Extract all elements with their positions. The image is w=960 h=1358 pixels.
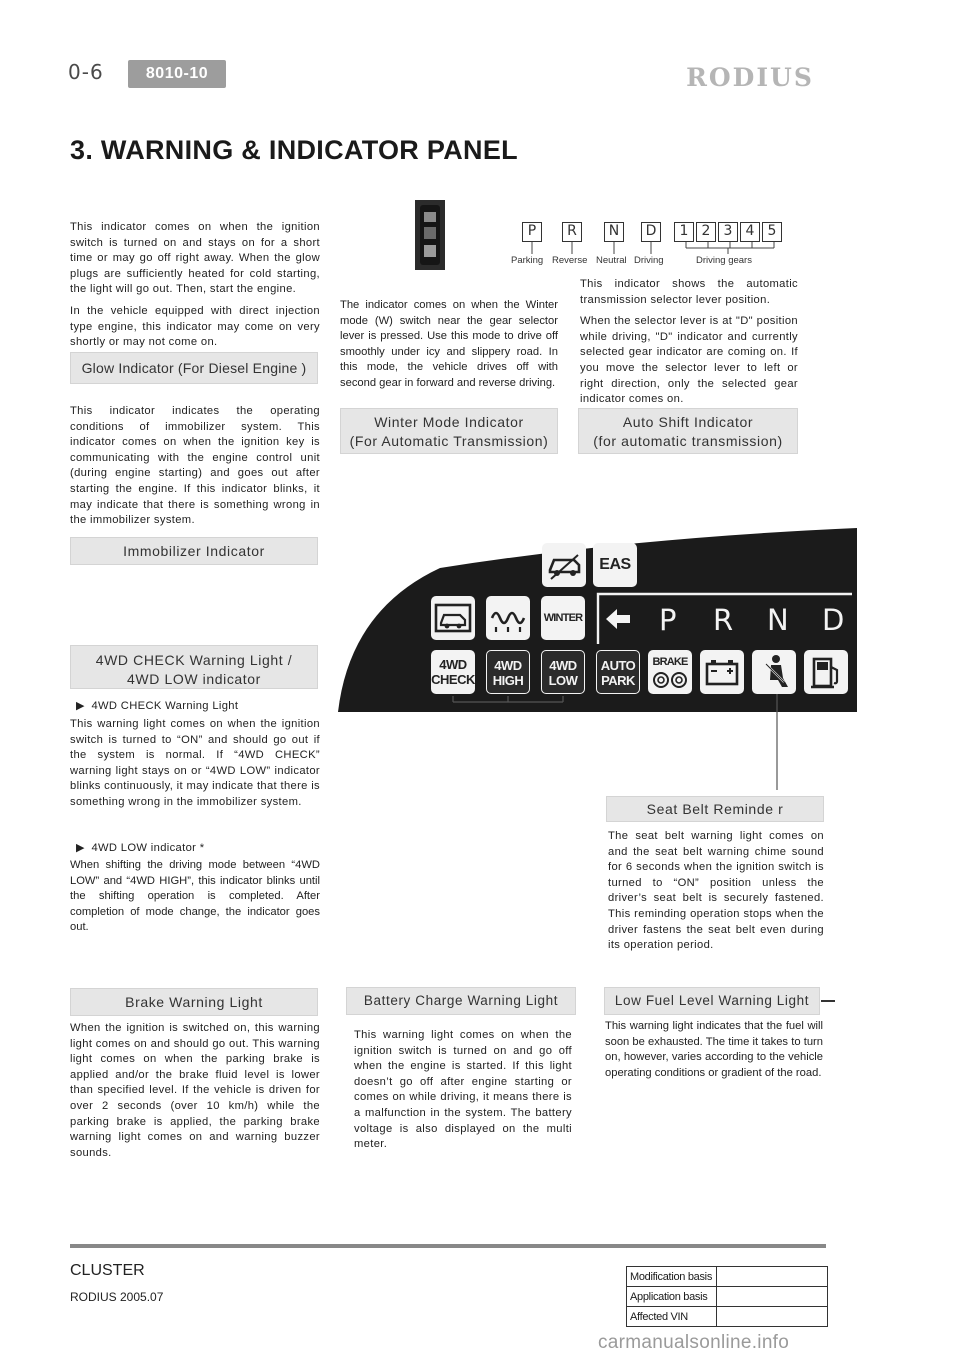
- 4wd-check-line-1: 4WD: [439, 657, 467, 672]
- fuel-pump-icon: [804, 650, 848, 694]
- seat-belt-icon: [752, 650, 796, 694]
- brake-panel-label: BRAKE: [652, 656, 688, 668]
- play-arrow-icon: ▶: [76, 700, 85, 712]
- 4wd-low-text: When shifting the driving mode between “4WD LOW” and “4WD HIGH”, this indicator blinks until the shifting operation is completed. After completion of mode change, the indicator goes out.: [70, 859, 320, 934]
- 4wd-check-indicator: [431, 650, 475, 694]
- 4wd-check-title: 4WD CHECK Warning Light: [91, 700, 239, 712]
- gear-4-box: 4: [740, 222, 760, 242]
- gear-3-box: 3: [718, 222, 738, 242]
- watermark: carmanualsonline.info: [598, 1332, 790, 1353]
- 4wd-low-heading: [76, 841, 204, 854]
- empty-cell: [717, 1287, 828, 1307]
- 4wd-check-heading: [76, 699, 238, 712]
- eas-indicator: [593, 543, 637, 587]
- rodius-logo: [670, 60, 830, 94]
- svg-text:RODIUS: RODIUS: [686, 63, 814, 92]
- auto-park-line-1: AUTO: [600, 658, 636, 673]
- 4wd-label: [70, 645, 318, 689]
- empty-cell: [717, 1307, 828, 1327]
- eas-vehicle-icon: [542, 543, 586, 587]
- auto-shift-label: [578, 408, 798, 454]
- winter-switch-image: [415, 200, 445, 270]
- fuel-text: This warning light indicates that the fuel will soon be exhausted. The time it takes to turn on, however, varies according to the vehicle operating conditions or gradient of the road.: [605, 1020, 823, 1079]
- table-row: [627, 1287, 828, 1307]
- glow-paragraph-1: This indicator comes on when the ignition switch is turned on and stays on for a short time or may go off right away. When the glow plugs are sufficiently heated for cold starting, the light will go out. Then, start the engine.: [70, 221, 320, 296]
- gear-p-box: P: [522, 222, 542, 242]
- auto-shift-paragraph-2: When the selector lever is at "D" position while driving, "D" indicator and currently selected gear indicator are coming on. If you move the selector lever to left or right direction, only the selected gear indicator comes on.: [580, 315, 798, 406]
- seat-belt-text: The seat belt warning light comes on and the seat belt warning chime sound for 6 seconds when the ignition switch is turned to “ON” position unless the driver’s seat belt is securely fastened. This reminding operation stops when the driver fastens the seat belt even during its operation period.: [608, 830, 824, 952]
- glow-paragraph-2: In the vehicle equipped with direct injection type engine, this indicator may come on very shortly or may not come on.: [70, 304, 320, 349]
- winter-mode-label: [340, 408, 558, 454]
- auto-park-indicator: [596, 650, 640, 694]
- affected-vin-cell: Affected VIN: [627, 1307, 717, 1327]
- caption-parking: Parking: [511, 255, 544, 266]
- empty-cell: [717, 1267, 828, 1287]
- seat-belt-label: Seat Belt Reminde r: [606, 796, 824, 822]
- gear-d-box: D: [641, 222, 661, 242]
- caption-neutral: Neutral: [596, 255, 627, 266]
- footer-divider: [70, 1244, 826, 1248]
- page-number: 0-6: [68, 60, 104, 84]
- section-code-badge: 8010-10: [128, 60, 226, 88]
- gear-2-box: 2: [696, 222, 716, 242]
- 4wd-check-panel-label: [431, 657, 475, 687]
- modification-basis-cell: Modification basis: [627, 1267, 717, 1287]
- auto-shift-text: [580, 277, 798, 414]
- panel-leader-lines: [420, 690, 850, 800]
- 4wd-check-text: This warning light comes on when the ignition switch is turned to “ON” and should go out if the system is normal. If “4WD CHECK” warning light stays on or “4WD LOW” indicator blinks continuously, it may indicate that there is something wrong in the immobilizer system.: [70, 718, 320, 808]
- 4wd-low-title: 4WD LOW indicator *: [91, 842, 205, 854]
- auto-shift-paragraph-1: This indicator shows the automatic transmission selector lever position.: [580, 278, 798, 306]
- table-row: [627, 1267, 828, 1287]
- gear-indicator-strip: [500, 222, 800, 268]
- 4wd-label-line-2: 4WD LOW indicator: [127, 671, 261, 687]
- 4wd-high-line-2: HIGH: [492, 673, 524, 688]
- 4wd-high-indicator: [486, 650, 530, 694]
- 4wd-check-line-2: CHECK: [431, 672, 475, 687]
- prnd-n: N: [767, 603, 789, 637]
- brake-indicator: [648, 650, 692, 694]
- 4wd-label-line-1: 4WD CHECK Warning Light /: [95, 652, 293, 668]
- caption-driving: Driving: [634, 255, 664, 266]
- application-basis-cell: Application basis: [627, 1287, 717, 1307]
- fuel-label: Low Fuel Level Warning Light: [604, 987, 820, 1015]
- glow-indicator-label: Glow Indicator (For Diesel Engine ): [70, 352, 318, 384]
- 4wd-low-line-1: 4WD: [549, 658, 577, 673]
- brake-disc-icon: [650, 670, 690, 690]
- prnd-p: P: [659, 603, 677, 637]
- winter-indicator: [541, 596, 585, 640]
- 4wd-low-panel-label: [542, 658, 584, 688]
- table-row: [627, 1307, 828, 1327]
- immobilizer-text: This indicator indicates the operating conditions of immobilizer system. This indicator comes on when the ignition key is communicating with the engine control unit (during engine starting) and goes out after starting the engine. If this indicator blinks, it may indicate that there is something wrong in the immobilizer system.: [70, 405, 320, 527]
- gear-r-box: R: [562, 222, 582, 242]
- 4wd-high-panel-label: [487, 658, 529, 688]
- brake-label: Brake Warning Light: [70, 988, 318, 1016]
- eas-label: EAS: [599, 556, 631, 573]
- auto-park-line-2: PARK: [601, 673, 635, 688]
- caption-driving-gears: Driving gears: [696, 255, 752, 266]
- 4wd-low-line-2: LOW: [548, 673, 578, 688]
- brake-text: When the ignition is switched on, this warning light comes on and should go out. This warning light comes on when the parking brake is applied and/or the brake fluid level is lower than specified level. If the vehicle is driven for over 2 seconds (over 10 km/h) while the parking brake is applied, the parking brake warning light comes on and warning buzzer sounds.: [70, 1022, 320, 1159]
- auto-shift-label-line-1: Auto Shift Indicator: [622, 414, 754, 430]
- page-title: 3. WARNING & INDICATOR PANEL: [70, 135, 518, 165]
- winter-label-line-1: Winter Mode Indicator: [374, 414, 524, 430]
- footer-section: CLUSTER: [70, 1262, 145, 1279]
- battery-icon: [700, 650, 744, 694]
- prnd-r: R: [713, 603, 734, 637]
- gear-1-box: 1: [674, 222, 694, 242]
- 4wd-low-indicator: [541, 650, 585, 694]
- winter-label-line-2: (For Automatic Transmission): [349, 433, 549, 449]
- winter-mode-text: The indicator comes on when the Winter mode (W) switch near the gear selector lever is pressed. Use this mode to drive off smoothly under icy and slippery road. In this mode, the vehicle drives off with second gear in forward and reverse driving.: [340, 299, 558, 389]
- footer-document: RODIUS 2005.07: [70, 1290, 164, 1304]
- caption-reverse: Reverse: [552, 255, 588, 266]
- prnd-d: D: [822, 603, 845, 637]
- immobilizer-label: Immobilizer Indicator: [70, 537, 318, 565]
- winter-label: WINTER: [543, 612, 583, 624]
- gear-leader-lines: [500, 242, 800, 256]
- battery-text: This warning light comes on when the ignition switch is turned on and go off when the engine is started. If this light doesn’t go off after engine starting or comes on while driving, it means there is a malfunction in the system. The battery voltage is also displayed on the multi meter.: [354, 1029, 572, 1151]
- fuel-leader-line: [821, 1000, 835, 1002]
- glow-plug-icon: [486, 596, 530, 640]
- gear-n-box: N: [604, 222, 624, 242]
- glow-indicator-text: [70, 220, 320, 357]
- 4wd-vehicle-icon: [431, 596, 475, 640]
- play-arrow-icon: ▶: [76, 842, 85, 854]
- modification-table: [626, 1266, 828, 1327]
- auto-park-panel-label: [597, 658, 639, 688]
- gear-5-box: 5: [762, 222, 782, 242]
- 4wd-high-line-1: 4WD: [494, 658, 522, 673]
- shift-arrow-left-icon: [603, 604, 633, 634]
- auto-shift-label-line-2: (for automatic transmission): [593, 433, 783, 449]
- battery-label: Battery Charge Warning Light: [346, 987, 576, 1015]
